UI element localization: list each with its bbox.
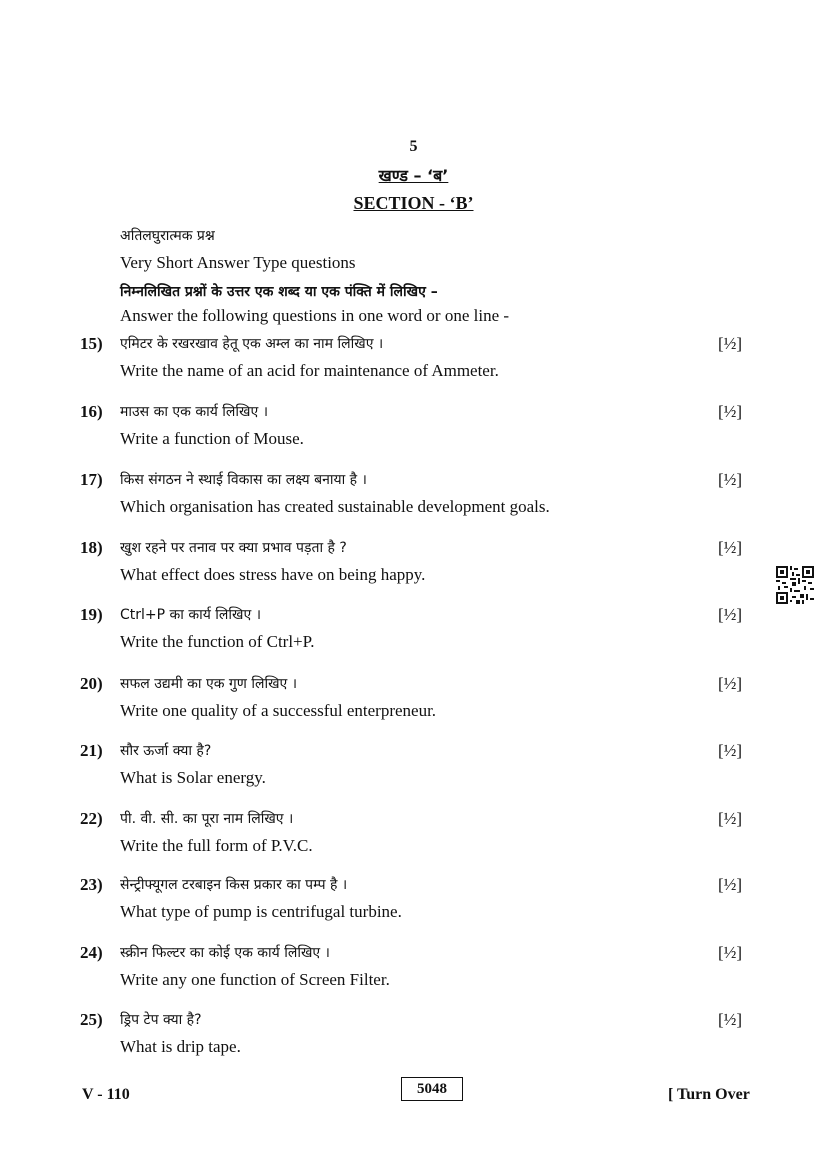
question-number: 16) [80,402,103,421]
question-text-hindi: सौर ऊर्जा क्या है? [120,743,212,759]
question-marks: [½] [718,605,743,624]
question-16 [0,402,827,452]
question-text-english: Write the function of Ctrl+P. [120,632,315,651]
question-24 [0,943,827,993]
question-number: 21) [80,741,103,760]
question-text-english: What is Solar energy. [120,768,266,787]
question-text-english: Write any one function of Screen Filter. [120,970,390,989]
paper-code: V - 110 [82,1086,130,1103]
question-text-hindi: ड्रिप टेप क्या है? [120,1012,202,1028]
question-number: 25) [80,1010,103,1029]
question-17 [0,470,827,520]
question-number: 24) [80,943,103,962]
question-text-english: What type of pump is centrifugal turbine. [120,902,402,921]
question-19 [0,605,827,655]
question-text-hindi: माउस का एक कार्य लिखिए । [120,404,268,420]
question-text-hindi: एमिटर के रखरखाव हेतू एक अम्ल का नाम लिखिए । [120,336,384,352]
question-text-english: Write the name of an acid for maintenance of Ammeter. [120,361,499,380]
question-text-english: Write the full form of P.V.C. [120,836,313,855]
question-number: 20) [80,674,103,693]
question-text-hindi: सफल उद्यमी का एक गुण लिखिए । [120,676,298,692]
turn-over-label: [ Turn Over [668,1086,750,1103]
question-text-hindi: किस संगठन ने स्थाई विकास का लक्ष्य बनाया है । [120,472,367,488]
question-text-hindi: सेन्ट्रीफ्यूगल टरबाइन किस प्रकार का पम्प है । [120,877,348,893]
question-18 [0,538,827,588]
question-marks: [½] [718,334,743,353]
question-25 [0,1010,827,1060]
question-20 [0,674,827,724]
question-text-hindi: Ctrl+P का कार्य लिखिए । [120,607,262,623]
question-marks: [½] [718,470,743,489]
question-marks: [½] [718,875,743,894]
question-text-hindi: पी. वी. सी. का पूरा नाम लिखिए । [120,811,294,827]
section-title-hindi: खण्ड – ‘ब’ [378,166,449,185]
question-text-english: Write a function of Mouse. [120,429,304,448]
qr-code-icon [776,566,814,604]
question-type-hindi: अतिलघुरात्मक प्रश्न [120,228,215,244]
question-type-english: Very Short Answer Type questions [120,253,356,272]
question-15 [0,334,827,384]
question-marks: [½] [718,1010,743,1029]
question-text-english: What effect does stress have on being happy. [120,565,426,584]
question-text-english: What is drip tape. [120,1037,241,1056]
question-number: 18) [80,538,103,557]
instruction-english: Answer the following questions in one word or one line - [120,306,510,325]
question-number: 15) [80,334,103,353]
question-number: 22) [80,809,103,828]
question-text-hindi: स्क्रीन फिल्टर का कोई एक कार्य लिखिए । [120,945,330,961]
question-number: 23) [80,875,103,894]
question-text-hindi: खुश रहने पर तनाव पर क्या प्रभाव पड़ता है ? [120,540,347,556]
question-number: 17) [80,470,103,489]
question-marks: [½] [718,943,743,962]
question-marks: [½] [718,741,743,760]
question-number: 19) [80,605,103,624]
question-23 [0,875,827,925]
instruction-hindi: निम्नलिखित प्रश्नों के उत्तर एक शब्द या एक पंक्ति में लिखिए – [120,284,438,300]
question-marks: [½] [718,674,743,693]
booklet-code: 5048 [401,1077,463,1101]
question-marks: [½] [718,402,743,421]
page-number: 5 [409,138,418,155]
question-22 [0,809,827,859]
question-marks: [½] [718,538,743,557]
question-text-english: Write one quality of a successful enterpreneur. [120,701,437,720]
section-title-english: SECTION - ‘B’ [353,193,474,213]
question-21 [0,741,827,791]
question-text-english: Which organisation has created sustainable development goals. [120,497,550,516]
question-marks: [½] [718,809,743,828]
